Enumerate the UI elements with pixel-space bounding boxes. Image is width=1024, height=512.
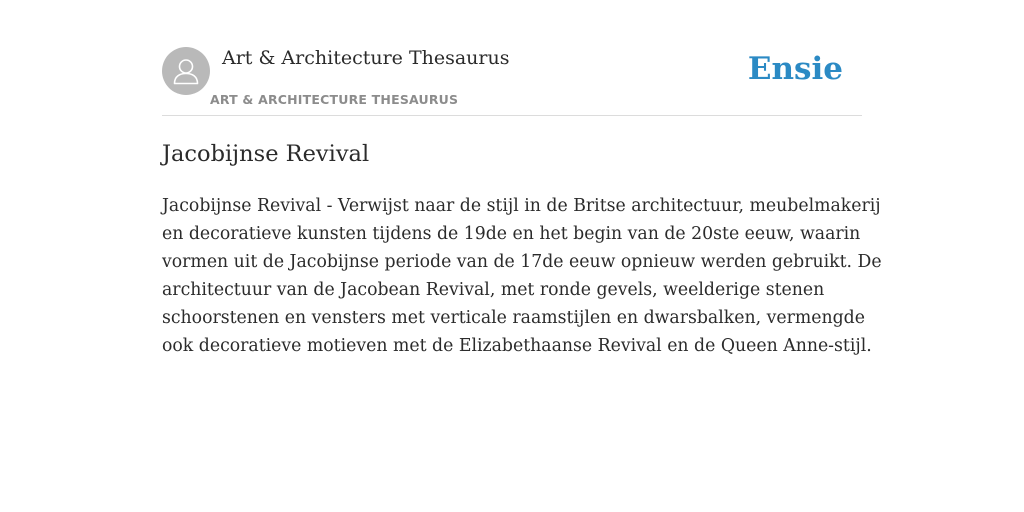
user-avatar-icon[interactable]: [162, 47, 210, 95]
entry-definition: [162, 192, 882, 360]
definition-line: architectuur van de Jacobean Revival, met ronde gevels, weelderige stenen: [162, 280, 825, 300]
ensie-logo[interactable]: Ensie: [747, 51, 843, 87]
entry-title: Jacobijnse Revival: [162, 141, 370, 167]
entry-header: [162, 0, 862, 116]
author-subtitle[interactable]: ART & ARCHITECTURE THESAURUS: [210, 92, 459, 107]
definition-line: schoorstenen en vensters met verticale raamstijlen en dwarsbalken, vermengde: [162, 308, 865, 328]
definition-line: en decoratieve kunsten tijdens de 19de en het begin van de 20ste eeuw, waarin: [162, 224, 861, 244]
page-container: [162, 0, 882, 356]
definition-line: ook decoratieve motieven met de Elizabethaanse Revival en de Queen Anne-stijl.: [162, 336, 872, 356]
author-name[interactable]: Art & Architecture Thesaurus: [222, 47, 510, 69]
definition-line: vormen uit de Jacobijnse periode van de 17de eeuw opnieuw werden gebruikt. De: [162, 252, 882, 272]
definition-line: Jacobijnse Revival - Verwijst naar de stijl in de Britse architectuur, meubelmakerij: [162, 196, 881, 216]
